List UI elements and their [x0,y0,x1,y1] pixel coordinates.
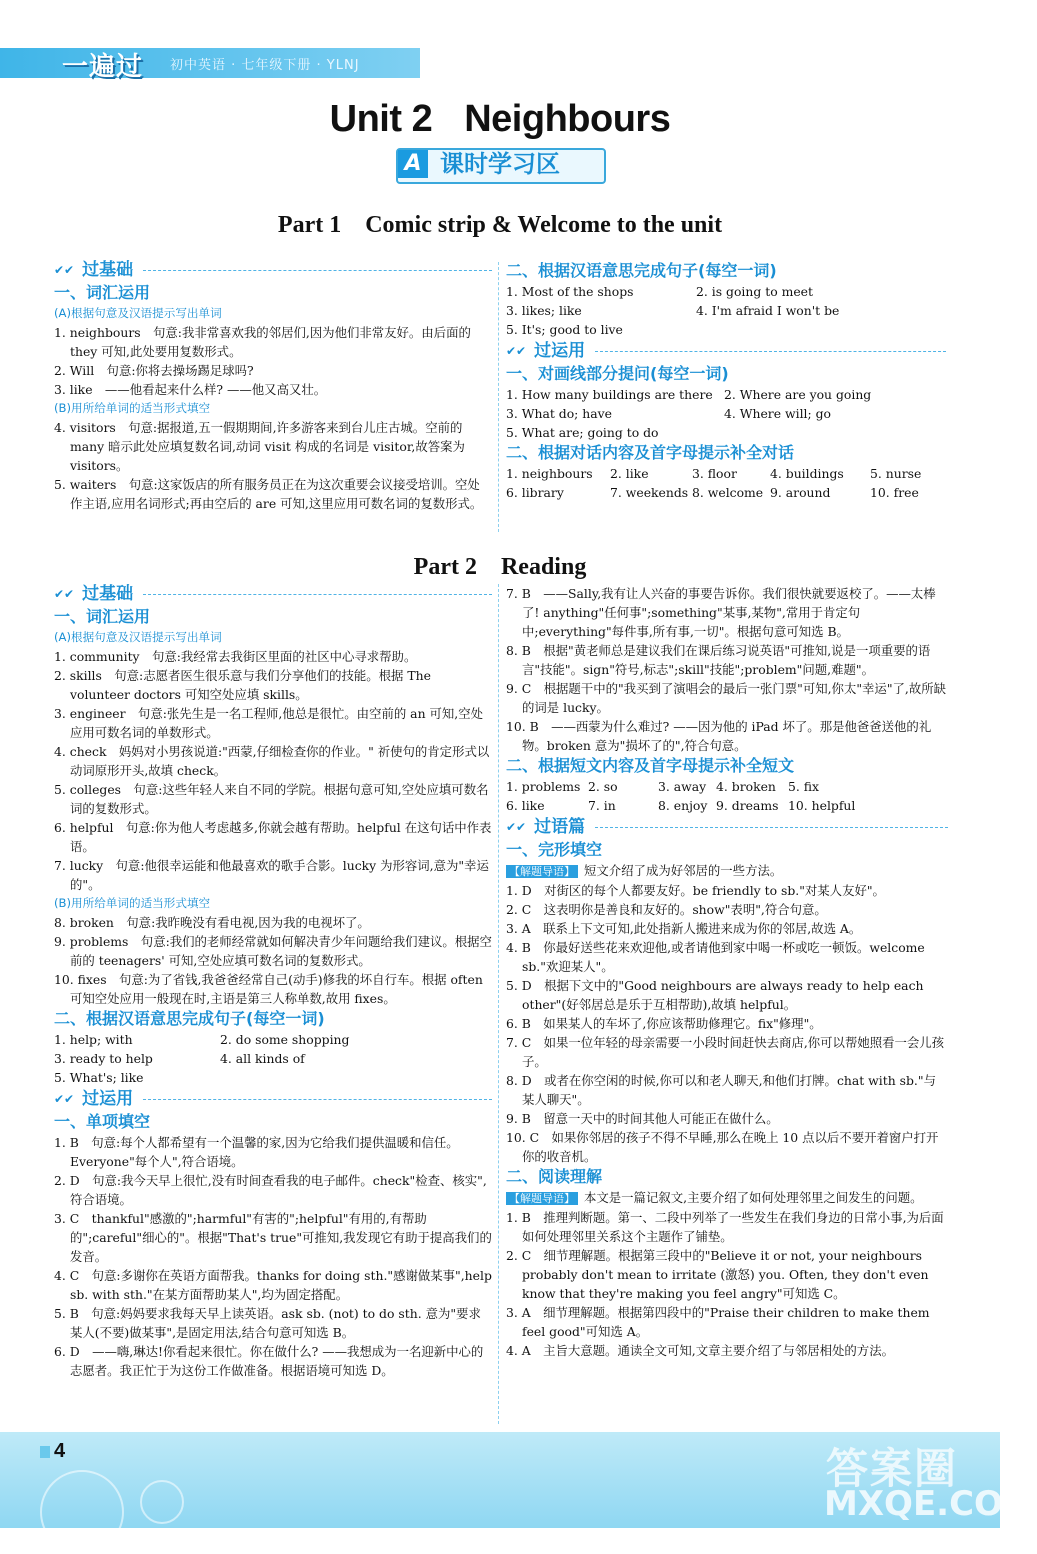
heading-choice: 一、单项填空 [54,1112,151,1131]
answer-row: 6. library 7. weekends 8. welcome 9. around 10. free [506,485,919,500]
answer-item: 3. C thankful"感激的";harmful"有害的";helpful"有用的,有帮助的";careful"细心的"。根据"That's true"可推知,我发现它有助于提高我们的发音。 [54,1211,492,1264]
answer-item: 3. like ——他看起来什么样? ——他又高又壮。 [54,382,327,397]
answer-item: 8. B 根据"黄老师总是建议我们在课后练习说英语"可推知,说是一项重要的语言"技能"。sign"符号,标志";skill"技能";problem"问题,难题"。 [506,643,931,677]
answer-item: 8. broken 句意:我昨晚没有看电视,因为我的电视坏了。 [54,915,370,930]
answer-item: 7. C 如果一位年轻的母亲需要一小段时间赶快去商店,你可以帮她照看一会儿孩子。 [506,1035,945,1069]
heading-cloze: 一、完形填空 [506,840,603,859]
column-divider [498,262,499,532]
answer-item: 8. D 或者在你空闲的时候,你可以和老人聊天,和他们打牌。chat with sb."与某人聊天"。 [506,1073,936,1107]
answer-item: 9. B 留意一天中的时间其他人可能正在做什么。 [506,1111,779,1126]
heading-passage: 二、根据短文内容及首字母提示补全短文 [506,756,795,775]
section-mark-icon: ✔✔ [54,1092,75,1106]
zone-label: 课时学习区 [440,150,560,178]
heading-question: 一、对画线部分提问(每空一词) [506,364,729,383]
answer-item: 10. fixes 句意:为了省钱,我爸爸经常自己(动手)修我的坏自行车。根据 often 可知空处应用一般现在时,主语是第三人称单数,故用 fixes。 [54,972,483,1006]
answer-item: 2. C 这表明你是善良和友好的。show"表明",符合句意。 [506,902,827,917]
answer-row: 3. likes; like 4. I'm afraid I won't be [506,303,840,318]
subheading-a: (A)根据句意及汉语提示写出单词 [54,630,222,644]
answer-row: 1. problems 2. so 3. away 4. broken 5. fix [506,779,820,794]
answer-item: 10. C 如果你邻居的孩子不得不早睡,那么在晚上 10 点以后不要开着窗户打开你的收音机。 [506,1130,939,1164]
page-marker [40,1446,50,1458]
section-basic: ✔✔ 过基础 [54,258,492,282]
section-mark-icon: ✔✔ [54,263,75,277]
heading-vocab: 一、词汇运用 [54,283,151,302]
brand-logo: 一遍过 [62,52,144,82]
answer-item: 2. C 细节理解题。根据第三段中的"Believe it or not, your neighbours probably don't mean to irritate (激怒) you. Often, they don't even know that they're making you feel angry"可知选 C。 [506,1248,929,1301]
zone-badge [396,148,606,184]
unit-title [0,98,1000,141]
answer-item: 3. A 联系上下文可知,此处指新人搬进来成为你的邻居,故选 A。 [506,921,862,936]
zone-letter: A [398,150,428,178]
part2-right-column [506,584,948,1360]
answer-row: 1. neighbours 2. like 3. floor 4. buildings 5. nurse [506,466,922,481]
column-divider [498,584,499,1424]
answer-item: 5. B 句意:妈妈要求我每天早上读英语。ask sb. (not) to do sth. 意为"要求某人(不要)做某事",是固定用法,结合句意可知选 B。 [54,1306,481,1340]
answer-item: 5. waiters 句意:这家饭店的所有服务员正在为这次重要会议接受培训。空处作主语,应用名词形式;再由空后的 are 可知,这里应用可数名词的复数形式。 [54,477,483,511]
answer-item: 4. visitors 句意:据报道,五一假期期间,许多游客来到台儿庄古城。空前的 many 暗示此处应填复数名词,动词 visit 构成的名词是 visitor,故答案为 visitors。 [54,420,465,473]
section-mark-icon: ✔✔ [506,820,527,834]
answer-item: 2. skills 句意:志愿者医生很乐意与我们分享他们的技能。根据 The volunteer doctors 可知空处应填 skills。 [54,668,431,702]
answer-item: 2. Will 句意:你将去操场踢足球吗? [54,363,254,378]
answer-item: 1. B 句意:每个人都希望有一个温馨的家,因为它给我们提供温暖和信任。Everyone"每个人",符合语境。 [54,1135,459,1169]
heading-translate: 二、根据汉语意思完成句子(每空一词) [506,261,777,280]
page-number: 4 [54,1440,66,1462]
guide-note: 【解题导语】 本文是一篇记叙文,主要介绍了如何处理邻里之间发生的问题。 [506,1188,948,1208]
answer-item: 1. community 句意:我经常去我街区里面的社区中心寻求帮助。 [54,649,417,664]
section-mark-icon: ✔✔ [54,587,75,601]
section-apply: ✔✔ 过运用 [506,339,946,363]
subheading-b: (B)用所给单词的适当形式填空 [54,401,211,415]
answer-item: 6. helpful 句意:你为他人考虑越多,你就会越有帮助。helpful 在这句话中作表语。 [54,820,492,854]
answer-item: 1. D 对街区的每个人都要友好。be friendly to sb."对某人友好"。 [506,883,885,898]
watermark-logo: 答案圈 [826,1444,959,1493]
answer-item: 7. lucky 句意:他很幸运能和他最喜欢的歌手合影。lucky 为形容词,意为"幸运的"。 [54,858,489,892]
answer-item: 3. A 细节理解题。根据第四段中的"Praise their children to make them feel good"可知选 A。 [506,1305,930,1339]
unit-name: Neighbours [464,98,671,140]
part2-left-column [54,582,492,1380]
answer-item: 4. C 句意:多谢你在英语方面帮我。thanks for doing sth."感谢做某事",help sb. with sth."在某方面帮助某人",均为固定搭配。 [54,1268,492,1302]
answer-row: 3. ready to help 4. all kinds of [54,1051,305,1066]
subheading-b: (B)用所给单词的适当形式填空 [54,896,211,910]
answer-item: 3. engineer 句意:张先生是一名工程师,他总是很忙。由空前的 an 可知,空处应用可数名词的单数形式。 [54,706,483,740]
answer-item: 4. A 主旨大意题。通读全文可知,文章主要介绍了与邻居相处的方法。 [506,1343,894,1358]
watermark-url: MXQE.COM [824,1484,1037,1524]
guide-label: 【解题导语】 [506,1192,578,1205]
answer-item: 5. colleges 句意:这些年轻人来自不同的学院。根据句意可知,空处应填可数名词的复数形式。 [54,782,489,816]
heading-vocab: 一、词汇运用 [54,607,151,626]
answer-item: 5. D 根据下文中的"Good neighbours are always ready to help each other"(好邻居总是乐于互相帮助),故填 helpful。 [506,978,924,1012]
answer-row: 5. What's; like [54,1070,144,1085]
answer-item: 4. check 妈妈对小男孩说道:"西蒙,仔细检查你的作业。" 祈使句的肯定形式以动词原形开头,故填 check。 [54,744,490,778]
section-basic: ✔✔ 过基础 [54,582,492,606]
answer-item: 9. problems 句意:我们的老师经常就如何解决青少年问题给我们建议。根据空前的 teenagers' 可知,空处应填可数名词的复数形式。 [54,934,492,968]
unit-number: Unit 2 [329,98,433,140]
answer-row: 3. What do; have 4. Where will; go [506,406,832,421]
part1-title: Part 1 Comic strip & Welcome to the unit [277,212,723,238]
part2-title: Part 2 Reading [413,554,587,580]
decorative-circle [140,1480,184,1524]
decorative-circle [40,1470,124,1554]
answer-item: 1. neighbours 句意:我非常喜欢我的邻居们,因为他们非常友好。由后面的 they 可知,此处要用复数形式。 [54,325,471,359]
header-bar [0,48,420,82]
answer-item: 6. D ——嗨,琳达!你看起来很忙。你在做什么? ——我想成为一名迎新中心的志愿者。我正忙于为这份工作做准备。根据语境可知选 D。 [54,1344,484,1378]
answer-item: 10. B ——西蒙为什么难过? ——因为他的 iPad 坏了。那是他爸爸送他的礼物。broken 意为"损坏了的",符合句意。 [506,719,932,753]
answer-item: 4. B 你最好送些花来欢迎他,或者请他到家中喝一杯或吃一顿饭。welcome sb."欢迎某人"。 [506,940,925,974]
section-text: ✔✔ 过语篇 [506,815,948,839]
answer-row: 5. What are; going to do [506,425,659,440]
heading-reading: 二、阅读理解 [506,1167,603,1186]
section-mark-icon: ✔✔ [506,344,527,358]
answer-item: 6. B 如果某人的车坏了,你应该帮助修理它。fix"修理"。 [506,1016,822,1031]
answer-row: 5. It's; good to live [506,322,623,337]
section-apply: ✔✔ 过运用 [54,1087,492,1111]
subheading-a: (A)根据句意及汉语提示写出单词 [54,306,222,320]
guide-note: 【解题导语】 短文介绍了成为好邻居的一些方法。 [506,861,948,881]
answer-item: 1. B 推理判断题。第一、二段中列举了一些发生在我们身边的日常小事,为后面如何处理邻里关系这个主题作了铺垫。 [506,1210,944,1244]
part1-left-column [54,258,492,513]
answer-item: 9. C 根据题干中的"我买到了演唱会的最后一张门票"可知,你太"幸运"了,故所缺的词是 lucky。 [506,681,947,715]
answer-item: 7. B ——Sally,我有让人兴奋的事要告诉你。我们很快就要返校了。——太棒了! anything"任何事";something"某事,某物",常用于肯定句中;everything"每件事,所有事,一切"。根据句意可知选 B。 [506,586,936,639]
heading-dialogue: 二、根据对话内容及首字母提示补全对话 [506,443,795,462]
guide-label: 【解题导语】 [506,865,578,878]
answer-row: 1. How many buildings are there 2. Where are you going [506,387,872,402]
heading-translate: 二、根据汉语意思完成句子(每空一词) [54,1009,325,1028]
answer-item: 2. D 句意:我今天早上很忙,没有时间查看我的电子邮件。check"检查、核实",符合语境。 [54,1173,487,1207]
book-tag: 初中英语 · 七年级下册 · YLNJ [170,58,360,73]
answer-row: 1. help; with 2. do some shopping [54,1032,350,1047]
answer-row: 6. like 7. in 8. enjoy 9. dreams 10. helpful [506,798,856,813]
answer-row: 1. Most of the shops 2. is going to meet [506,284,813,299]
part1-right-column [506,260,946,502]
